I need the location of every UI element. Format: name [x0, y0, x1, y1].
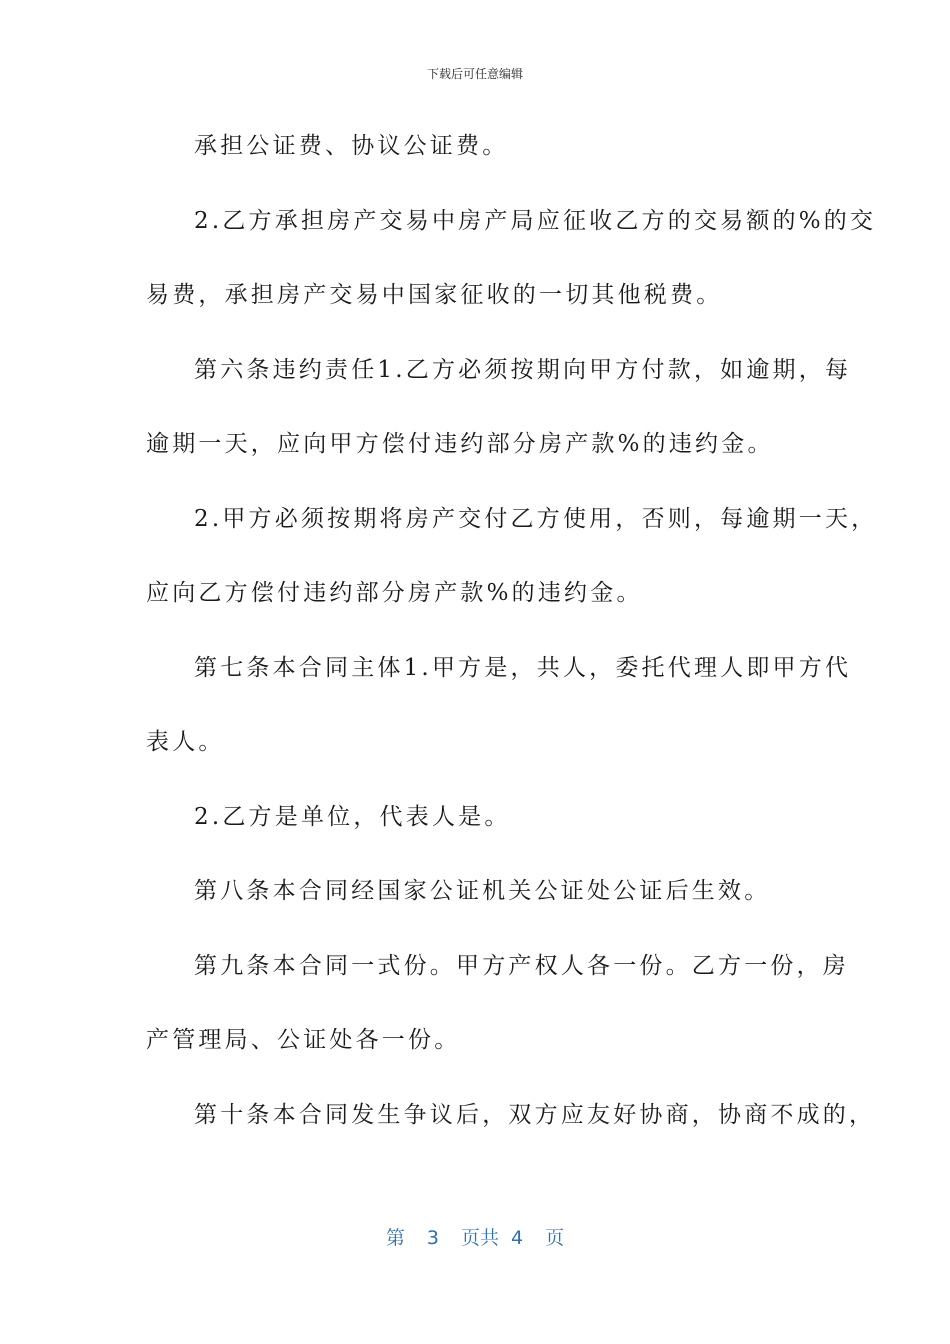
page-header: 下载后可任意编辑 — [426, 67, 523, 81]
paragraph-line: 2.乙方是单位，代表人是。 — [194, 803, 511, 830]
paragraph-line: 应向乙方偿付违约部分房产款%的违约金。 — [146, 580, 643, 606]
paragraph-line: 逾期一天，应向甲方偿付违约部分房产款%的违约金。 — [146, 431, 774, 457]
paragraph-line: 2.乙方承担房产交易中房产局应征收乙方的交易额的%的交 — [194, 207, 877, 234]
paragraph-line: 承担公证费、协议公证费。 — [194, 133, 509, 159]
paragraph-line: 表人。 — [146, 729, 225, 755]
page-footer — [0, 1224, 950, 1252]
paragraph-line: 2.甲方必须按期将房产交付乙方使用，否则，每逾期一天， — [194, 505, 878, 532]
paragraph-line: 第九条本合同一式份。甲方产权人各一份。乙方一份，房 — [194, 952, 849, 979]
paragraph-line: 第六条违约责任1.乙方必须按期向甲方付款，如逾期，每 — [194, 356, 852, 383]
document-body — [146, 112, 878, 1155]
paragraph-line: 第七条本合同主体1.甲方是，共人，委托代理人即甲方代 — [194, 654, 852, 681]
paragraph-line: 第八条本合同经国家公证机关公证处公证后生效。 — [194, 878, 771, 904]
total-pages-number: 4 — [511, 1227, 524, 1249]
page-mid: 页共 — [460, 1227, 499, 1249]
paragraph-line: 产管理局、公证处各一份。 — [146, 1027, 461, 1053]
paragraph-line: 易费，承担房产交易中国家征收的一切其他税费。 — [146, 282, 723, 308]
page-suffix: 页 — [545, 1227, 565, 1249]
page-prefix: 第 — [385, 1227, 405, 1249]
current-page-number: 3 — [426, 1227, 439, 1249]
paragraph-line: 第十条本合同发生争议后，双方应友好协商，协商不成的， — [194, 1101, 876, 1128]
